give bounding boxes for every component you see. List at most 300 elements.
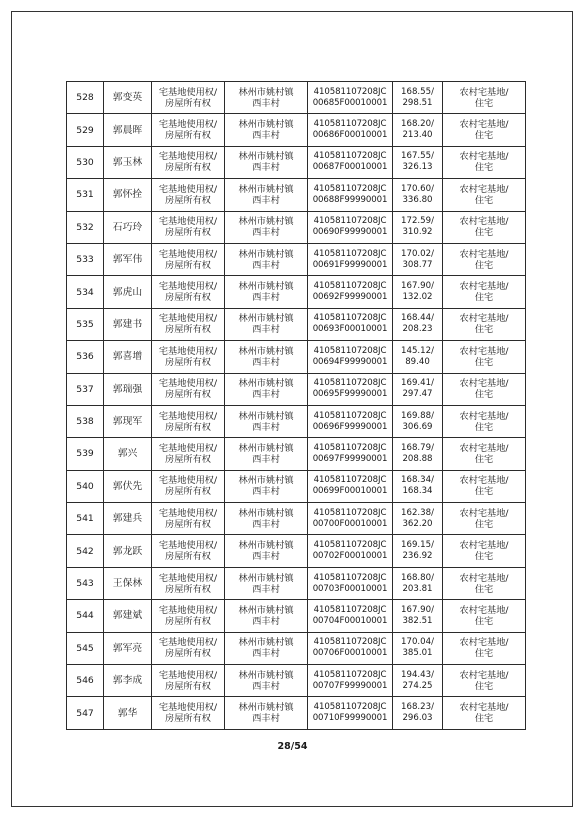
owner-name-cell: 郭现军	[104, 405, 152, 437]
unit-code-cell	[308, 276, 393, 308]
area-cell	[393, 114, 443, 146]
right-type-cell	[152, 632, 225, 664]
unit-code-cell-line: 410581107208JC	[313, 378, 387, 389]
right-type-cell-line: 宅基地使用权/	[158, 151, 218, 163]
area-cell	[393, 373, 443, 405]
table-row	[67, 373, 526, 405]
unit-code-cell-line: 410581107208JC	[313, 540, 387, 551]
land-use-cell-line: 住宅	[474, 583, 494, 595]
land-use-cell	[443, 567, 526, 599]
right-type-cell-line: 宅基地使用权/	[158, 604, 218, 616]
right-type-cell-line: 宅基地使用权/	[158, 183, 218, 195]
unit-code-cell-line: 410581107208JC	[313, 604, 387, 615]
location-cell-line: 林州市姚村镇	[238, 410, 294, 422]
location-cell-line: 西丰村	[252, 713, 280, 725]
land-use-cell-line: 农村宅基地/	[459, 540, 509, 552]
table-row	[67, 697, 526, 729]
location-cell	[225, 179, 308, 211]
area-cell	[393, 470, 443, 502]
right-type-cell-line: 房屋所有权	[165, 615, 211, 627]
area-cell-line: 170.60/	[401, 183, 434, 194]
table-row	[67, 470, 526, 502]
unit-code-cell-line: 00693F00010001	[312, 324, 388, 335]
row-number-cell: 540	[67, 470, 104, 502]
location-cell-line: 西丰村	[252, 324, 280, 336]
area-cell	[393, 341, 443, 373]
owner-name-cell: 石巧玲	[104, 211, 152, 243]
records-body	[67, 82, 526, 730]
location-cell-line: 西丰村	[252, 130, 280, 142]
right-type-cell	[152, 243, 225, 275]
land-use-cell	[443, 600, 526, 632]
land-use-cell-line: 农村宅基地/	[459, 637, 509, 649]
unit-code-cell-line: 410581107208JC	[313, 183, 387, 194]
right-type-cell-line: 房屋所有权	[165, 713, 211, 725]
land-use-cell-line: 农村宅基地/	[459, 151, 509, 163]
location-cell	[225, 114, 308, 146]
area-cell-line: 167.55/	[401, 151, 434, 162]
unit-code-cell-line: 00703F00010001	[312, 583, 388, 594]
area-cell-line: 168.80/	[401, 572, 434, 583]
page-number: 28/54	[277, 741, 308, 752]
area-cell-line: 274.25	[402, 680, 433, 691]
land-use-cell	[443, 503, 526, 535]
table-row	[67, 438, 526, 470]
owner-name-cell: 郭军亮	[104, 632, 152, 664]
unit-code-cell	[308, 373, 393, 405]
location-cell-line: 西丰村	[252, 518, 280, 530]
land-use-cell	[443, 373, 526, 405]
right-type-cell-line: 宅基地使用权/	[158, 540, 218, 552]
land-use-cell-line: 住宅	[474, 389, 494, 401]
location-cell-line: 林州市姚村镇	[238, 216, 294, 228]
table-row	[67, 567, 526, 599]
area-cell-line: 170.02/	[401, 248, 434, 259]
area-cell-line: 203.81	[402, 583, 433, 594]
area-cell-line: 168.34	[402, 486, 433, 497]
right-type-cell-line: 房屋所有权	[165, 324, 211, 336]
location-cell-line: 西丰村	[252, 583, 280, 595]
right-type-cell-line: 宅基地使用权/	[158, 572, 218, 584]
right-type-cell-line: 宅基地使用权/	[158, 410, 218, 422]
location-cell	[225, 146, 308, 178]
location-cell-line: 西丰村	[252, 421, 280, 433]
right-type-cell	[152, 503, 225, 535]
unit-code-cell-line: 410581107208JC	[313, 313, 387, 324]
land-use-cell	[443, 114, 526, 146]
unit-code-cell-line: 00700F00010001	[312, 518, 388, 529]
owner-name-cell: 王保林	[104, 567, 152, 599]
location-cell	[225, 405, 308, 437]
unit-code-cell-line: 410581107208JC	[313, 669, 387, 680]
land-use-cell-line: 住宅	[474, 130, 494, 142]
right-type-cell-line: 宅基地使用权/	[158, 378, 218, 390]
right-type-cell-line: 宅基地使用权/	[158, 119, 218, 131]
area-cell-line: 168.44/	[401, 313, 434, 324]
owner-name-cell: 郭兴	[104, 438, 152, 470]
right-type-cell	[152, 405, 225, 437]
location-cell	[225, 276, 308, 308]
land-use-cell	[443, 179, 526, 211]
unit-code-cell	[308, 665, 393, 697]
area-cell-line: 306.69	[402, 421, 433, 432]
right-type-cell	[152, 697, 225, 729]
owner-name-cell: 郭龙跃	[104, 535, 152, 567]
area-cell	[393, 600, 443, 632]
right-type-cell	[152, 308, 225, 340]
area-cell	[393, 276, 443, 308]
row-number-cell: 538	[67, 405, 104, 437]
owner-name-cell: 郭军伟	[104, 243, 152, 275]
unit-code-cell-line: 00690F99990001	[312, 227, 388, 238]
table-row	[67, 82, 526, 114]
unit-code-cell-line: 00687F00010001	[312, 162, 388, 173]
right-type-cell-line: 宅基地使用权/	[158, 637, 218, 649]
area-cell-line: 208.23	[402, 324, 433, 335]
unit-code-cell-line: 410581107208JC	[313, 702, 387, 713]
location-cell	[225, 341, 308, 373]
land-use-cell-line: 住宅	[474, 259, 494, 271]
area-cell-line: 170.04/	[401, 637, 434, 648]
row-number-cell: 543	[67, 567, 104, 599]
land-use-cell-line: 农村宅基地/	[459, 216, 509, 228]
unit-code-cell-line: 00704F00010001	[312, 615, 388, 626]
unit-code-cell-line: 00688F99990001	[312, 194, 388, 205]
land-use-cell-line: 住宅	[474, 615, 494, 627]
land-use-cell-line: 农村宅基地/	[459, 183, 509, 195]
area-cell	[393, 567, 443, 599]
land-use-cell-line: 农村宅基地/	[459, 475, 509, 487]
unit-code-cell	[308, 567, 393, 599]
unit-code-cell	[308, 341, 393, 373]
location-cell-line: 西丰村	[252, 259, 280, 271]
location-cell-line: 西丰村	[252, 389, 280, 401]
owner-name-cell: 郭晨晖	[104, 114, 152, 146]
table-row	[67, 276, 526, 308]
unit-code-cell-line: 00686F00010001	[312, 130, 388, 141]
land-use-cell-line: 农村宅基地/	[459, 507, 509, 519]
unit-code-cell-line: 00694F99990001	[312, 356, 388, 367]
right-type-cell-line: 房屋所有权	[165, 194, 211, 206]
land-use-cell-line: 住宅	[474, 162, 494, 174]
area-cell-line: 169.15/	[401, 540, 434, 551]
area-cell-line: 298.51	[402, 97, 433, 108]
land-use-cell-line: 农村宅基地/	[459, 669, 509, 681]
unit-code-cell-line: 00706F00010001	[312, 648, 388, 659]
land-use-cell-line: 住宅	[474, 97, 494, 109]
area-cell-line: 168.34/	[401, 475, 434, 486]
area-cell-line: 326.13	[402, 162, 433, 173]
area-cell-line: 169.41/	[401, 378, 434, 389]
area-cell	[393, 146, 443, 178]
unit-code-cell	[308, 308, 393, 340]
owner-name-cell: 郭华	[104, 697, 152, 729]
right-type-cell-line: 宅基地使用权/	[158, 507, 218, 519]
unit-code-cell-line: 00695F99990001	[312, 389, 388, 400]
unit-code-cell	[308, 697, 393, 729]
location-cell-line: 林州市姚村镇	[238, 86, 294, 98]
area-cell-line: 308.77	[402, 259, 433, 270]
location-cell-line: 林州市姚村镇	[238, 669, 294, 681]
owner-name-cell: 郭建书	[104, 308, 152, 340]
area-cell	[393, 697, 443, 729]
land-use-cell-line: 农村宅基地/	[459, 702, 509, 714]
area-cell-line: 194.43/	[401, 669, 434, 680]
row-number-cell: 535	[67, 308, 104, 340]
unit-code-cell-line: 00696F99990001	[312, 421, 388, 432]
right-type-cell	[152, 567, 225, 599]
location-cell-line: 林州市姚村镇	[238, 572, 294, 584]
area-cell	[393, 632, 443, 664]
land-use-cell-line: 住宅	[474, 713, 494, 725]
unit-code-cell	[308, 503, 393, 535]
area-cell-line: 362.20	[402, 518, 433, 529]
owner-name-cell: 郭变英	[104, 82, 152, 114]
location-cell	[225, 373, 308, 405]
right-type-cell-line: 宅基地使用权/	[158, 345, 218, 357]
right-type-cell-line: 宅基地使用权/	[158, 216, 218, 228]
right-type-cell	[152, 438, 225, 470]
area-cell	[393, 535, 443, 567]
row-number-cell: 546	[67, 665, 104, 697]
table-row	[67, 114, 526, 146]
land-use-cell	[443, 308, 526, 340]
owner-name-cell: 郭怀拴	[104, 179, 152, 211]
land-use-cell	[443, 243, 526, 275]
land-use-cell-line: 农村宅基地/	[459, 345, 509, 357]
unit-code-cell-line: 410581107208JC	[313, 248, 387, 259]
owner-name-cell: 郭喜增	[104, 341, 152, 373]
right-type-cell-line: 宅基地使用权/	[158, 313, 218, 325]
table-row	[67, 600, 526, 632]
unit-code-cell-line: 410581107208JC	[313, 410, 387, 421]
land-use-cell	[443, 697, 526, 729]
location-cell-line: 西丰村	[252, 356, 280, 368]
unit-code-cell-line: 410581107208JC	[313, 442, 387, 453]
land-use-cell-line: 住宅	[474, 551, 494, 563]
unit-code-cell	[308, 600, 393, 632]
right-type-cell-line: 宅基地使用权/	[158, 442, 218, 454]
land-use-cell-line: 农村宅基地/	[459, 86, 509, 98]
right-type-cell	[152, 146, 225, 178]
area-cell-line: 167.90/	[401, 604, 434, 615]
location-cell	[225, 697, 308, 729]
unit-code-cell-line: 00691F99990001	[312, 259, 388, 270]
land-use-cell-line: 农村宅基地/	[459, 281, 509, 293]
right-type-cell-line: 房屋所有权	[165, 421, 211, 433]
location-cell	[225, 82, 308, 114]
area-cell-line: 169.88/	[401, 410, 434, 421]
location-cell	[225, 438, 308, 470]
row-number-cell: 528	[67, 82, 104, 114]
unit-code-cell-line: 00699F00010001	[312, 486, 388, 497]
unit-code-cell-line: 00685F00010001	[312, 97, 388, 108]
records-table	[66, 81, 526, 730]
right-type-cell-line: 房屋所有权	[165, 130, 211, 142]
unit-code-cell-line: 410581107208JC	[313, 507, 387, 518]
unit-code-cell	[308, 470, 393, 502]
right-type-cell-line: 房屋所有权	[165, 292, 211, 304]
area-cell-line: 297.47	[402, 389, 433, 400]
location-cell	[225, 600, 308, 632]
unit-code-cell	[308, 243, 393, 275]
table-row	[67, 665, 526, 697]
land-use-cell	[443, 535, 526, 567]
row-number-cell: 541	[67, 503, 104, 535]
location-cell	[225, 470, 308, 502]
row-number-cell: 532	[67, 211, 104, 243]
row-number-cell: 533	[67, 243, 104, 275]
location-cell-line: 西丰村	[252, 453, 280, 465]
land-use-cell-line: 住宅	[474, 648, 494, 660]
area-cell-line: 213.40	[402, 130, 433, 141]
unit-code-cell-line: 00702F00010001	[312, 551, 388, 562]
row-number-cell: 539	[67, 438, 104, 470]
location-cell-line: 西丰村	[252, 615, 280, 627]
land-use-cell-line: 住宅	[474, 486, 494, 498]
location-cell	[225, 535, 308, 567]
location-cell-line: 林州市姚村镇	[238, 442, 294, 454]
row-number-cell: 530	[67, 146, 104, 178]
area-cell	[393, 665, 443, 697]
unit-code-cell-line: 410581107208JC	[313, 119, 387, 130]
area-cell-line: 145.12/	[401, 345, 434, 356]
row-number-cell: 536	[67, 341, 104, 373]
area-cell-line: 236.92	[402, 551, 433, 562]
right-type-cell-line: 房屋所有权	[165, 162, 211, 174]
unit-code-cell	[308, 114, 393, 146]
area-cell-line: 132.02	[402, 292, 433, 303]
unit-code-cell-line: 410581107208JC	[313, 86, 387, 97]
area-cell	[393, 308, 443, 340]
right-type-cell	[152, 665, 225, 697]
owner-name-cell: 郭伏先	[104, 470, 152, 502]
land-use-cell	[443, 632, 526, 664]
table-row	[67, 535, 526, 567]
land-use-cell-line: 住宅	[474, 518, 494, 530]
right-type-cell-line: 宅基地使用权/	[158, 669, 218, 681]
table-row	[67, 146, 526, 178]
land-use-cell-line: 住宅	[474, 194, 494, 206]
right-type-cell-line: 房屋所有权	[165, 453, 211, 465]
unit-code-cell-line: 410581107208JC	[313, 572, 387, 583]
unit-code-cell	[308, 438, 393, 470]
table-row	[67, 405, 526, 437]
right-type-cell-line: 房屋所有权	[165, 648, 211, 660]
right-type-cell	[152, 82, 225, 114]
location-cell-line: 林州市姚村镇	[238, 475, 294, 487]
land-use-cell	[443, 438, 526, 470]
owner-name-cell: 郭玉林	[104, 146, 152, 178]
right-type-cell-line: 房屋所有权	[165, 680, 211, 692]
land-use-cell-line: 住宅	[474, 421, 494, 433]
area-cell-line: 162.38/	[401, 507, 434, 518]
right-type-cell	[152, 114, 225, 146]
area-cell	[393, 211, 443, 243]
location-cell-line: 西丰村	[252, 194, 280, 206]
table-row	[67, 243, 526, 275]
unit-code-cell	[308, 632, 393, 664]
land-use-cell	[443, 82, 526, 114]
location-cell	[225, 503, 308, 535]
unit-code-cell-line: 410581107208JC	[313, 216, 387, 227]
location-cell-line: 林州市姚村镇	[238, 313, 294, 325]
row-number-cell: 545	[67, 632, 104, 664]
land-use-cell	[443, 276, 526, 308]
land-use-cell-line: 农村宅基地/	[459, 442, 509, 454]
location-cell-line: 林州市姚村镇	[238, 281, 294, 293]
land-use-cell-line: 住宅	[474, 324, 494, 336]
right-type-cell-line: 宅基地使用权/	[158, 475, 218, 487]
unit-code-cell-line: 410581107208JC	[313, 281, 387, 292]
right-type-cell	[152, 179, 225, 211]
area-cell-line: 385.01	[402, 648, 433, 659]
location-cell	[225, 665, 308, 697]
table-row	[67, 308, 526, 340]
row-number-cell: 547	[67, 697, 104, 729]
unit-code-cell	[308, 405, 393, 437]
owner-name-cell: 郭瑞强	[104, 373, 152, 405]
location-cell-line: 林州市姚村镇	[238, 604, 294, 616]
unit-code-cell-line: 00692F99990001	[312, 292, 388, 303]
unit-code-cell-line: 00707F99990001	[312, 680, 388, 691]
right-type-cell	[152, 535, 225, 567]
land-use-cell	[443, 665, 526, 697]
right-type-cell	[152, 341, 225, 373]
location-cell	[225, 243, 308, 275]
area-cell	[393, 243, 443, 275]
area-cell	[393, 405, 443, 437]
location-cell-line: 林州市姚村镇	[238, 151, 294, 163]
right-type-cell	[152, 470, 225, 502]
location-cell	[225, 567, 308, 599]
location-cell-line: 林州市姚村镇	[238, 637, 294, 649]
location-cell-line: 西丰村	[252, 551, 280, 563]
row-number-cell: 544	[67, 600, 104, 632]
location-cell	[225, 632, 308, 664]
location-cell-line: 西丰村	[252, 162, 280, 174]
right-type-cell-line: 宅基地使用权/	[158, 281, 218, 293]
land-use-cell-line: 住宅	[474, 227, 494, 239]
land-use-cell	[443, 470, 526, 502]
right-type-cell-line: 房屋所有权	[165, 518, 211, 530]
land-use-cell	[443, 211, 526, 243]
unit-code-cell-line: 410581107208JC	[313, 475, 387, 486]
location-cell-line: 西丰村	[252, 486, 280, 498]
right-type-cell-line: 房屋所有权	[165, 583, 211, 595]
area-cell	[393, 179, 443, 211]
unit-code-cell-line: 00710F99990001	[312, 713, 388, 724]
area-cell	[393, 503, 443, 535]
land-use-cell	[443, 146, 526, 178]
land-use-cell-line: 农村宅基地/	[459, 248, 509, 260]
land-use-cell-line: 农村宅基地/	[459, 119, 509, 131]
unit-code-cell-line: 00697F99990001	[312, 453, 388, 464]
unit-code-cell	[308, 179, 393, 211]
row-number-cell: 534	[67, 276, 104, 308]
table-row	[67, 341, 526, 373]
row-number-cell: 531	[67, 179, 104, 211]
right-type-cell-line: 房屋所有权	[165, 227, 211, 239]
location-cell-line: 林州市姚村镇	[238, 248, 294, 260]
location-cell-line: 林州市姚村镇	[238, 702, 294, 714]
land-use-cell-line: 农村宅基地/	[459, 572, 509, 584]
right-type-cell-line: 房屋所有权	[165, 551, 211, 563]
area-cell-line: 168.23/	[401, 702, 434, 713]
right-type-cell-line: 宅基地使用权/	[158, 248, 218, 260]
land-use-cell-line: 住宅	[474, 356, 494, 368]
unit-code-cell	[308, 146, 393, 178]
